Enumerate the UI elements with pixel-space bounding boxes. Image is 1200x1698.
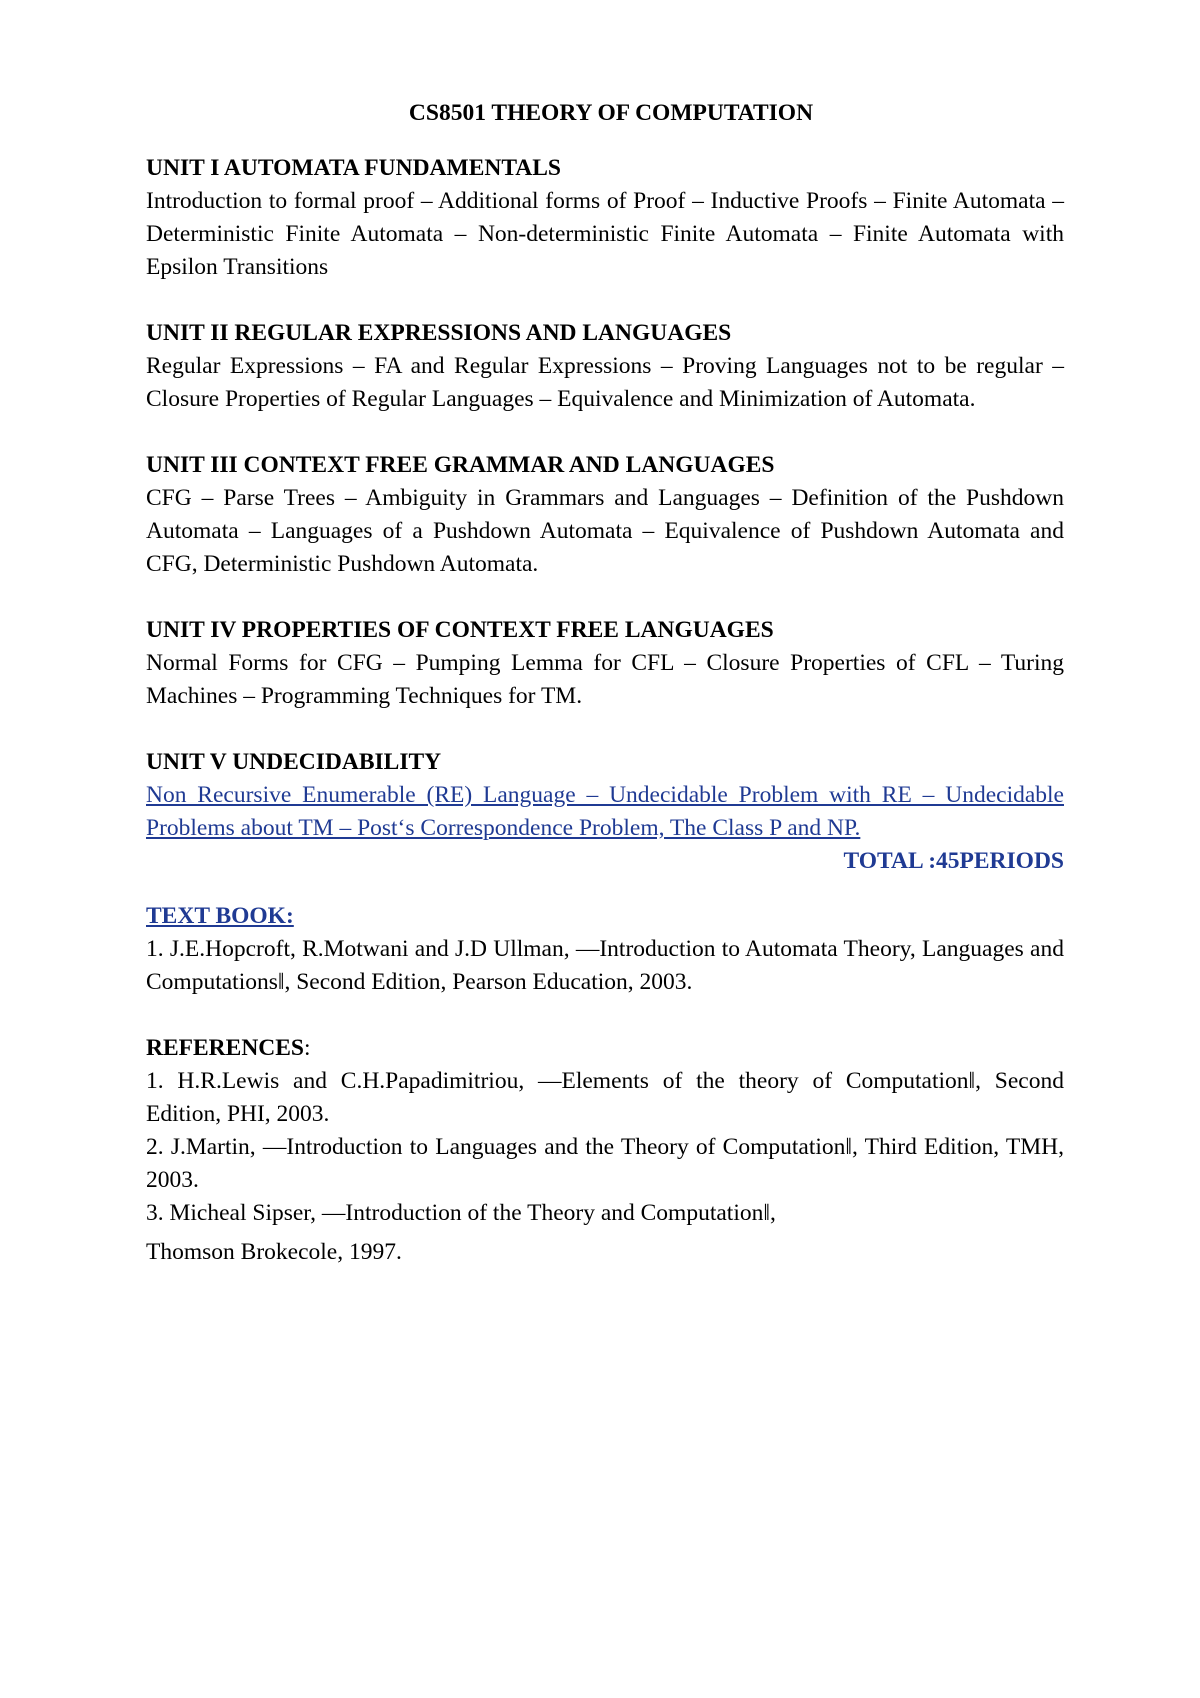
references-heading-colon: :	[304, 1035, 311, 1061]
reference-item: 1. H.R.Lewis and C.H.Papadimitriou, ―Elements of the theory of Computation‖, Second Edition, PHI, 2003.	[146, 1068, 1064, 1127]
unit-5	[146, 746, 1064, 845]
unit-heading: UNIT III CONTEXT FREE GRAMMAR AND LANGUAGES	[146, 452, 775, 478]
unit-body: CFG – Parse Trees – Ambiguity in Grammars and Languages – Definition of the Pushdown Automata – Languages of a Pushdown Automata – Equivalence of Pushdown Automata and CFG, Deterministic Pushdown Automata.	[146, 485, 1064, 577]
text-book-section	[146, 900, 1064, 999]
unit-heading: UNIT II REGULAR EXPRESSIONS AND LANGUAGES	[146, 320, 732, 346]
references-section	[146, 1032, 1064, 1269]
references-heading	[146, 1032, 1064, 1065]
syllabus-page	[146, 97, 1064, 1293]
text-book-item: 1. J.E.Hopcroft, R.Motwani and J.D Ullman, ―Introduction to Automata Theory, Languages and Computations‖, Second Edition, Pearson Education, 2003.	[146, 936, 1064, 995]
unit-heading: UNIT IV PROPERTIES OF CONTEXT FREE LANGUAGES	[146, 617, 774, 643]
unit-body: Normal Forms for CFG – Pumping Lemma for CFL – Closure Properties of CFL – Turing Machines – Programming Techniques for TM.	[146, 650, 1064, 709]
unit-body: Regular Expressions – FA and Regular Expressions – Proving Languages not to be regular – Closure Properties of Regular Languages – Equivalence and Minimization of Automata.	[146, 353, 1064, 412]
unit-body-link[interactable]	[146, 779, 1064, 845]
references-heading-text: REFERENCES	[146, 1035, 305, 1061]
unit-3	[146, 449, 1064, 581]
unit-heading: UNIT I AUTOMATA FUNDAMENTALS	[146, 155, 562, 181]
unit-heading: UNIT V UNDECIDABILITY	[146, 749, 442, 775]
unit-body: Introduction to formal proof – Additional forms of Proof – Inductive Proofs – Finite Automata – Deterministic Finite Automata – Non-deterministic Finite Automata – Finite Automata with Epsilon Transitions	[146, 188, 1064, 280]
total-periods: TOTAL :45PERIODS	[843, 848, 1064, 874]
unit-2	[146, 317, 1064, 416]
unit-1	[146, 152, 1064, 284]
page-title: CS8501 THEORY OF COMPUTATION	[408, 100, 814, 126]
reference-item-continuation: Thomson Brokecole, 1997.	[146, 1239, 402, 1265]
unit-4	[146, 614, 1064, 713]
text-book-heading[interactable]: TEXT BOOK:	[146, 903, 294, 929]
reference-item: 2. J.Martin, ―Introduction to Languages and the Theory of Computation‖, Third Edition, TMH, 2003.	[146, 1134, 1064, 1193]
reference-item: 3. Micheal Sipser, ―Introduction of the Theory and Computation‖,	[146, 1200, 776, 1226]
unit-5-link-text[interactable]: Non Recursive Enumerable (RE) Language – Undecidable Problem with RE – Undecidable Problems about TM – Post‘s Correspondence Problem, The Class P and NP.	[146, 782, 1064, 841]
